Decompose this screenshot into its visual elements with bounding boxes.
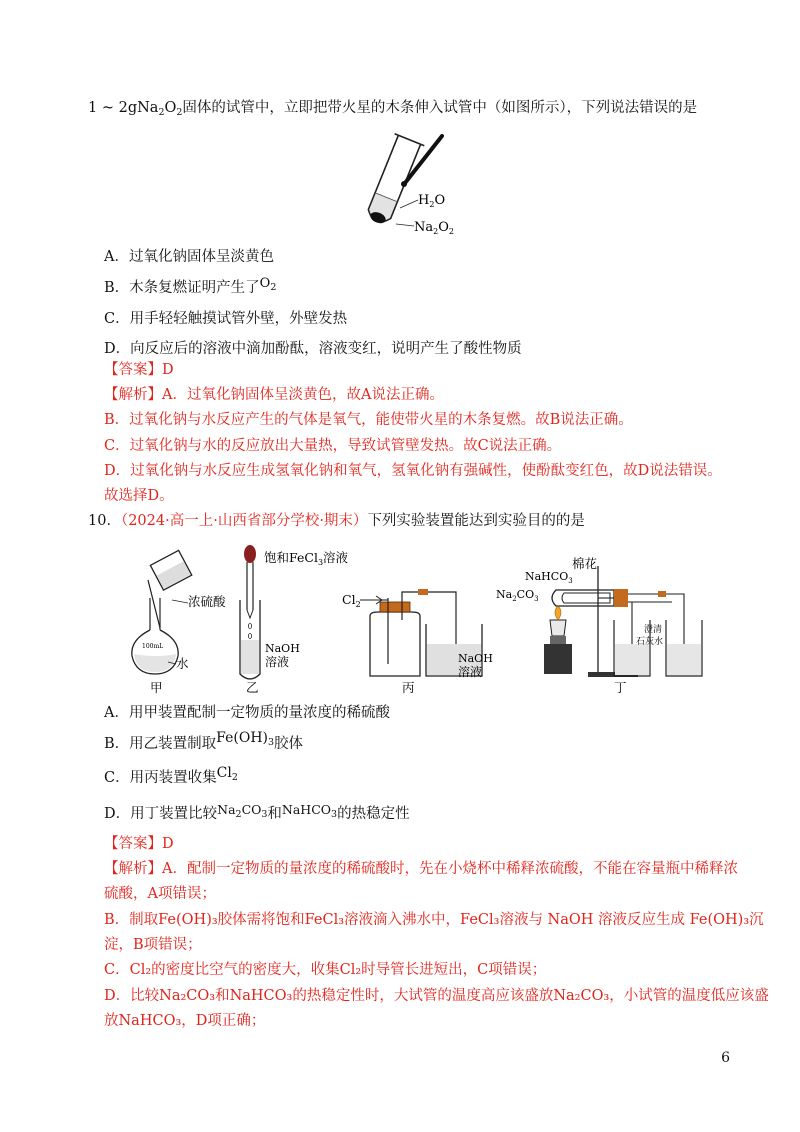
svg-text:100mL: 100mL <box>142 643 164 650</box>
svg-text:甲: 甲 <box>150 680 163 695</box>
svg-text:丁: 丁 <box>614 680 627 695</box>
svg-text:NaHCO3: NaHCO$_3$ <box>525 570 573 585</box>
svg-text:棉花: 棉花 <box>572 556 598 571</box>
label-h2o: $H_2O$ <box>418 193 446 209</box>
q10-analysis-4: 淀，B项错误； <box>104 937 202 953</box>
q10-analysis-5: C．Cl₂的密度比空气的密度大，收集Cl₂时导管长进短出，C项错误； <box>104 962 547 978</box>
svg-text:溶液: 溶液 <box>458 665 483 679</box>
q10-option-c: C．用丙装置收集$Cl_2$ <box>104 765 238 786</box>
svg-text:乙: 乙 <box>246 680 259 695</box>
apparatus-ding <box>496 556 702 695</box>
q10-option-a: A．用甲装置配制一定物质的量浓度的稀硫酸 <box>104 705 390 721</box>
q10-analysis-2: 硫酸，A项错误； <box>104 886 216 902</box>
q9-analysis-3: C．过氧化钠与水的反应放出大量热，导致试管壁发热。故C说法正确。 <box>104 438 562 454</box>
page-number: 6 <box>721 1050 730 1066</box>
apparatus-yi <box>240 545 349 695</box>
svg-text:饱和FeCl3溶液: 饱和FeCl$_3$溶液 <box>264 550 349 567</box>
q9-test-tube-figure <box>360 128 490 240</box>
q9-option-b: B．木条复燃证明产生了$O_2$ <box>104 276 277 296</box>
label-na2o2: $Na_2O_2$ <box>414 220 454 236</box>
q9-analysis-4: D．过氧化钠与水反应生成氢氧化钠和氧气，氢氧化钠有强碱性，使酚酞变红色，故D说法错误。 <box>104 463 722 479</box>
svg-text:石灰水: 石灰水 <box>636 637 664 647</box>
svg-text:NaOH: NaOH <box>458 652 493 665</box>
svg-text:水: 水 <box>176 656 189 671</box>
q9-analysis-1: 【解析】A．过氧化钠固体呈淡黄色，故A说法正确。 <box>104 387 444 403</box>
q9-stem: 1 ~ $2gNa_2O_2$固体的试管中，立即把带火星的木条伸入试管中（如图所示），下列说法错误的是 <box>88 100 698 118</box>
svg-text:Na2CO3: $Na_2CO_3$ <box>496 588 539 603</box>
q9-option-c: C．用手轻轻触摸试管外壁，外壁发热 <box>104 311 348 327</box>
q10-stem: 10．（2024·高一上·山西省部分学校·期末）下列实验装置能达到实验目的的是 <box>88 513 585 529</box>
q10-analysis-7: 放NaHCO₃，D项正确； <box>104 1013 266 1029</box>
svg-text:Cl2: $Cl_2$ <box>342 592 361 609</box>
q9-option-d: D．向反应后的溶液中滴加酚酞，溶液变红，说明产生了酸性物质 <box>104 341 522 357</box>
q10-apparatus-figure <box>120 540 720 700</box>
q10-analysis-6: D．比较Na₂CO₃和NaHCO₃的热稳定性时，大试管的温度高应该盛放Na₂CO₃，小试管的温度低应该盛 <box>104 988 769 1004</box>
svg-text:丙: 丙 <box>402 680 415 695</box>
q10-analysis-3: B．制取Fe(OH)₃胶体需将饱和FeCl₃溶液滴入沸水中，FeCl₃溶液与 NaOH 溶液反应生成 Fe(OH)₃沉 <box>104 912 764 928</box>
apparatus-bing <box>342 589 493 695</box>
svg-text:溶液: 溶液 <box>265 655 290 669</box>
q9-option-a: A．过氧化钠固体呈淡黄色 <box>104 249 274 265</box>
q9-analysis-2: B．过氧化钠与水反应产生的气体是氧气，能使带火星的木条复燃。故B说法正确。 <box>104 412 633 428</box>
q10-answer: 【答案】D <box>104 836 174 852</box>
svg-text:NaOH: NaOH <box>265 642 300 655</box>
q10-option-d: D．用丁装置比较$Na_2CO_3$和NaHCO$_3$的热稳定性 <box>104 802 410 822</box>
q9-answer: 【答案】D <box>104 362 174 378</box>
svg-text:浓硫酸: 浓硫酸 <box>188 594 226 609</box>
svg-text:澄清: 澄清 <box>644 625 663 635</box>
apparatus-jia <box>132 550 226 695</box>
q10-option-b: B．用乙装置制取$Fe(OH)_3$胶体 <box>104 730 304 752</box>
q9-analysis-5: 故选择D。 <box>104 488 174 504</box>
q10-analysis-1: 【解析】A．配制一定物质的量浓度的稀硫酸时，先在小烧杯中稀释浓硫酸，不能在容量瓶中稀释浓 <box>104 861 738 877</box>
